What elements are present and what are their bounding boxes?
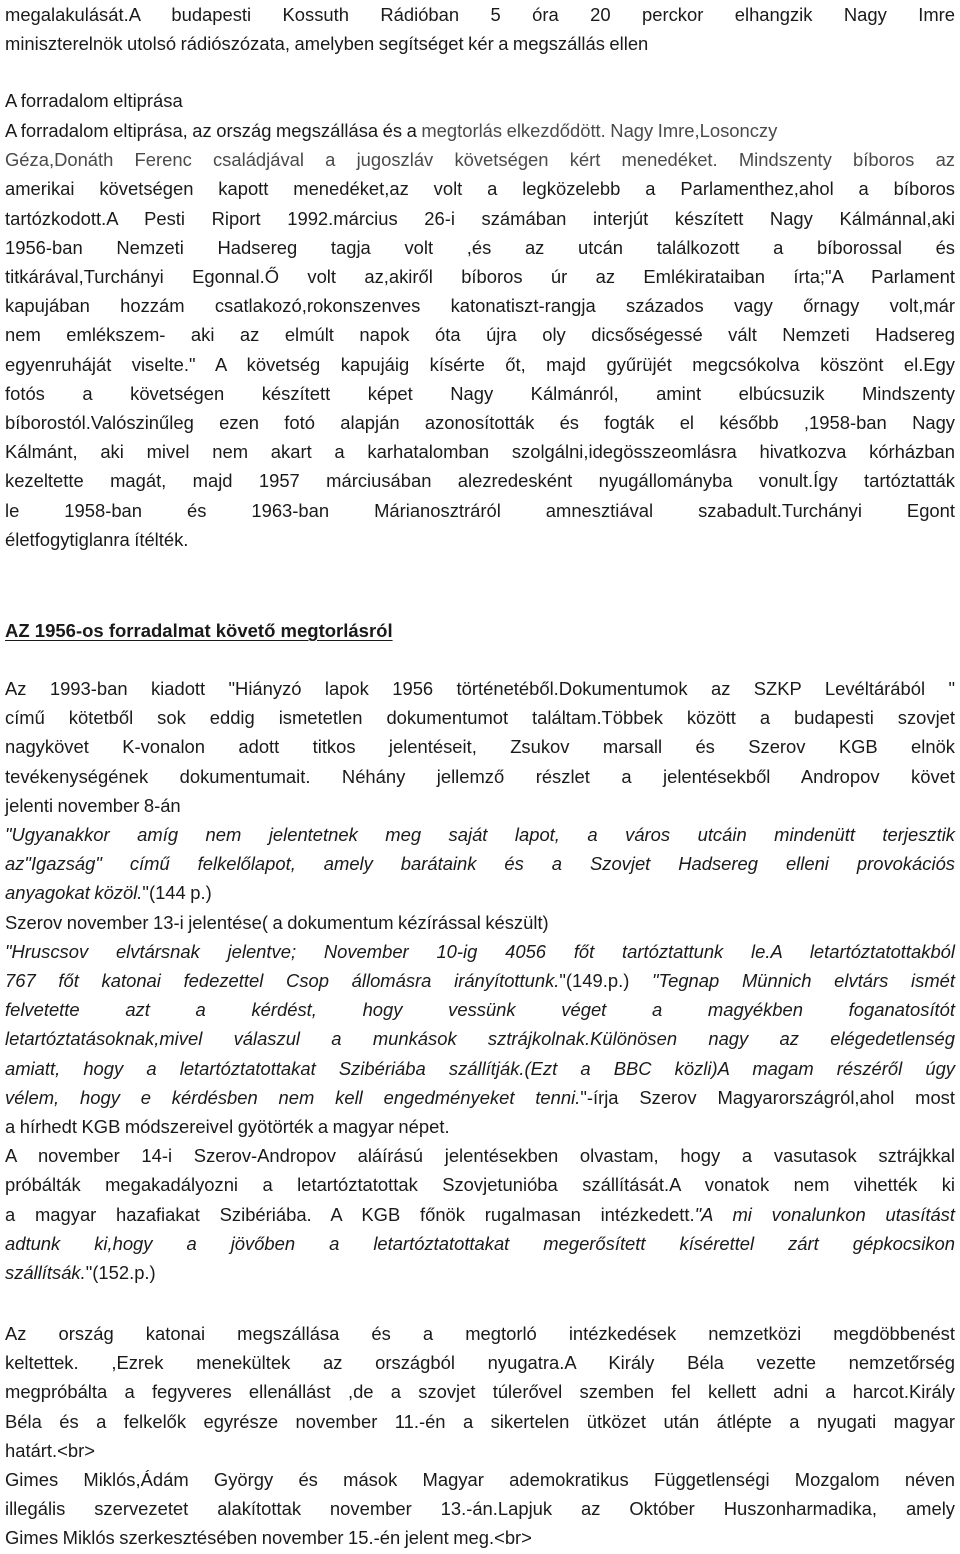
quote-span: letartóztatásoknak,mivel válaszul a munkások sztrájkolnak.Különösen nagy az elégedetlenség	[5, 1028, 955, 1050]
text-line: próbálták megakadályozni a letartóztatottak Szovjetunióba szállítását.A vonatok nem vihették ki	[5, 1174, 955, 1196]
text-line: kapujában hozzám csatlakozó,rokonszenves katonatiszt-rangja százados vagy őrnagy volt,már	[5, 295, 955, 317]
text-line: Szerov november 13-i jelentése( a dokumentum kézírással készült)	[5, 911, 549, 933]
text-line: amerikai követségen kapott menedéket,az volt a legközelebb a Parlamenthez,ahol a bíboros	[5, 178, 955, 200]
text-line: keltettek. ,Ezrek menekültek az országból nyugatra.A Király Béla vezette nemzetőrség	[5, 1352, 955, 1374]
text-span: "-írja Szerov Magyarországról,ahol most	[580, 1086, 955, 1108]
text-line: fotós a követségen készített képet Nagy Kálmánról, amint elbúcsuzik Mindszenty	[5, 382, 955, 404]
text-line: Az 1993-ban kiadott "Hiányzó lapok 1956 történetéből.Dokumentumok az SZKP Levéltárából "	[5, 678, 955, 699]
quote-line	[5, 878, 955, 907]
quote-span: vélem, hogy e kérdésben nem kell engedményeket tenni.	[5, 1086, 581, 1108]
quote-span: felvetette azt a kérdést, hogy vessünk véget a magyékben foganatosítót	[5, 999, 955, 1021]
text-line: miniszterelnök utolsó rádiószózata, amelyben segítséget kér a megszállás ellen	[5, 33, 649, 55]
text-line: jelenti november 8-án	[5, 794, 181, 816]
quote-span: az"Igazság" című felkelőlapot, amely barátaink és a Szovjet Hadsereg elleni provokációs	[5, 853, 955, 875]
text-line: Géza,Donáth Ferenc családjával a jugoszláv követségen kért menedéket. Mindszenty bíboros az	[5, 149, 955, 171]
text-line: megpróbálta a fegyveres ellenállást ,de a szovjet túlerővel szemben fel kellett adni a harcot.Király	[5, 1381, 955, 1403]
quote-span: "A mi vonalunkon utasítást	[694, 1203, 955, 1225]
citation-span: "(144 p.)	[142, 882, 212, 904]
text-line: tartózkodott.A Pesti Riport 1992.március 26-i számában interjút készített Nagy Kálmánnal,aki	[5, 207, 955, 229]
quote-line	[5, 1083, 955, 1112]
section-heading-megtorlas	[5, 616, 955, 645]
text-line: 1956-ban Nemzeti Hadsereg tagja volt ,és az utcán találkozott a bíborossal és	[5, 236, 955, 258]
text-line: egyenruháját viselte." A követség kapujáig kísérte őt, majd gyűrüjét megcsókolva köszönt el.Egy	[5, 353, 955, 375]
text-span: A forradalom eltiprása, az ország megszállása és a	[5, 120, 422, 141]
heading-text: A forradalom eltiprása	[5, 90, 183, 111]
text-line	[5, 116, 955, 145]
quote-span: 767 főt katonai fedezettel Csop állomásra irányítottunk.	[5, 970, 560, 992]
text-line: a hírhedt KGB módszereivel gyötörték a magyar népet.	[5, 1116, 450, 1138]
citation-span: "(152.p.)	[85, 1262, 156, 1284]
text-line: nagykövet K-vonalon adott titkos jelentéseit, Zsukov marsall és Szerov KGB elnök	[5, 736, 955, 758]
heading-text: AZ 1956-os forradalmat követő megtorlásról	[5, 620, 393, 641]
quote-span: szállítsák.	[5, 1262, 86, 1284]
text-line: A november 14-i Szerov-Andropov aláírású jelentésekben olvastam, hogy a vasutasok sztrájkkal	[5, 1145, 955, 1167]
paragraph-katonai-megszallas	[5, 1319, 955, 1553]
text-line: nem emlékszem- aki az elmúlt napok óta újra oly dicsőségessé vált Nemzeti Hadsereg	[5, 324, 955, 346]
quote-span: amiatt, hogy a letartóztatottakat Szibériába szállítják.(Ezt a BBC közli)A magam részéről úgy	[5, 1057, 955, 1079]
quote-span: "Ugyanakkor amíg nem jelentetnek meg saját lapot, a város utcáin mindenütt terjesztik	[5, 824, 955, 846]
quote-line	[5, 849, 955, 878]
text-line: életfogytiglanra ítélték.	[5, 528, 189, 550]
text-line: illegális szervezetet alakítottak november 13.-án.Lapjuk az Október Huszonharmadika, amely	[5, 1498, 955, 1520]
quote-line	[5, 966, 955, 995]
text-line: Kálmánt, aki mivel nem akart a karhatalomban szolgálni,idegösszeomlásra hivatkozva kórházban	[5, 441, 955, 463]
paragraph-hianyzo-lapok	[5, 674, 955, 1287]
intro-lines	[5, 0, 955, 58]
text-span: megtorlás elkezdődött. Nagy Imre,Losonczy	[421, 120, 778, 141]
section-heading-eltiprasa	[5, 86, 955, 115]
text-line	[5, 1200, 955, 1229]
text-line: határt.<br>	[5, 1439, 95, 1461]
quote-line	[5, 1024, 955, 1053]
text-line: Az ország katonai megszállása és a megtorló intézkedések nemzetközi megdöbbenést	[5, 1323, 955, 1344]
text-line: Béla és a felkelők egyrésze november 11.-én a sikertelen ütközet után átlépte a nyugati magyar	[5, 1410, 955, 1432]
text-line: című kötetből sok eddig ismetetlen dokumentumot találtam.Többek között a budapesti szovjet	[5, 707, 955, 729]
quote-line	[5, 1229, 955, 1258]
quote-line	[5, 937, 955, 966]
text-line: le 1958-ban és 1963-ban Márianosztráról amnesztiával szabadult.Turchányi Egont	[5, 499, 955, 521]
quote-line	[5, 1054, 955, 1083]
text-line: bíborostól.Valószinűleg ezen fotó alapján azonosították és fogták el később ,1958-ban Nagy	[5, 412, 955, 434]
quote-span: "Tegnap Münnich elvtárs ismét	[652, 970, 955, 992]
text-line: Gimes Miklós szerkesztésében november 15.-én jelent meg.<br>	[5, 1527, 532, 1549]
quote-line	[5, 995, 955, 1024]
text-line: tevékenységének dokumentumait. Néhány jellemző részlet a jelentésekből Andropov követ	[5, 765, 955, 787]
text-line: titkárával,Turchányi Egonnal.Ő volt az,akiről bíboros úr az Emlékirataiban írta;"A Parlament	[5, 266, 955, 288]
text-line: kezeltette magát, majd 1957 márciusában alezredesként nyugállományba vonult.Így tartóztatták	[5, 470, 955, 492]
paragraph-eltiprasa	[5, 116, 955, 554]
quote-span: "Hruscsov elvtársnak jelentve; November 10-ig 4056 főt tartóztattunk le.A letartóztatottakból	[5, 940, 955, 962]
quote-span: anyagokat közöl.	[5, 882, 143, 904]
quote-span: adtunk ki,hogy a jövőben a letartóztatottakat megerősített kísérettel zárt gépkocsikon	[5, 1232, 955, 1254]
text-line: megalakulását.A budapesti Kossuth Rádióban 5 óra 20 perckor elhangzik Nagy Imre	[5, 4, 955, 25]
text-span: a magyar hazafiakat Szibériába. A KGB főnök rugalmasan intézkedett.	[5, 1203, 695, 1225]
quote-line	[5, 1258, 955, 1287]
quote-line	[5, 820, 955, 849]
text-line: Gimes Miklós,Ádám György és mások Magyar ademokratikus Függetlenségi Mozgalom néven	[5, 1469, 955, 1491]
citation-span: "(149.p.)	[559, 970, 653, 992]
